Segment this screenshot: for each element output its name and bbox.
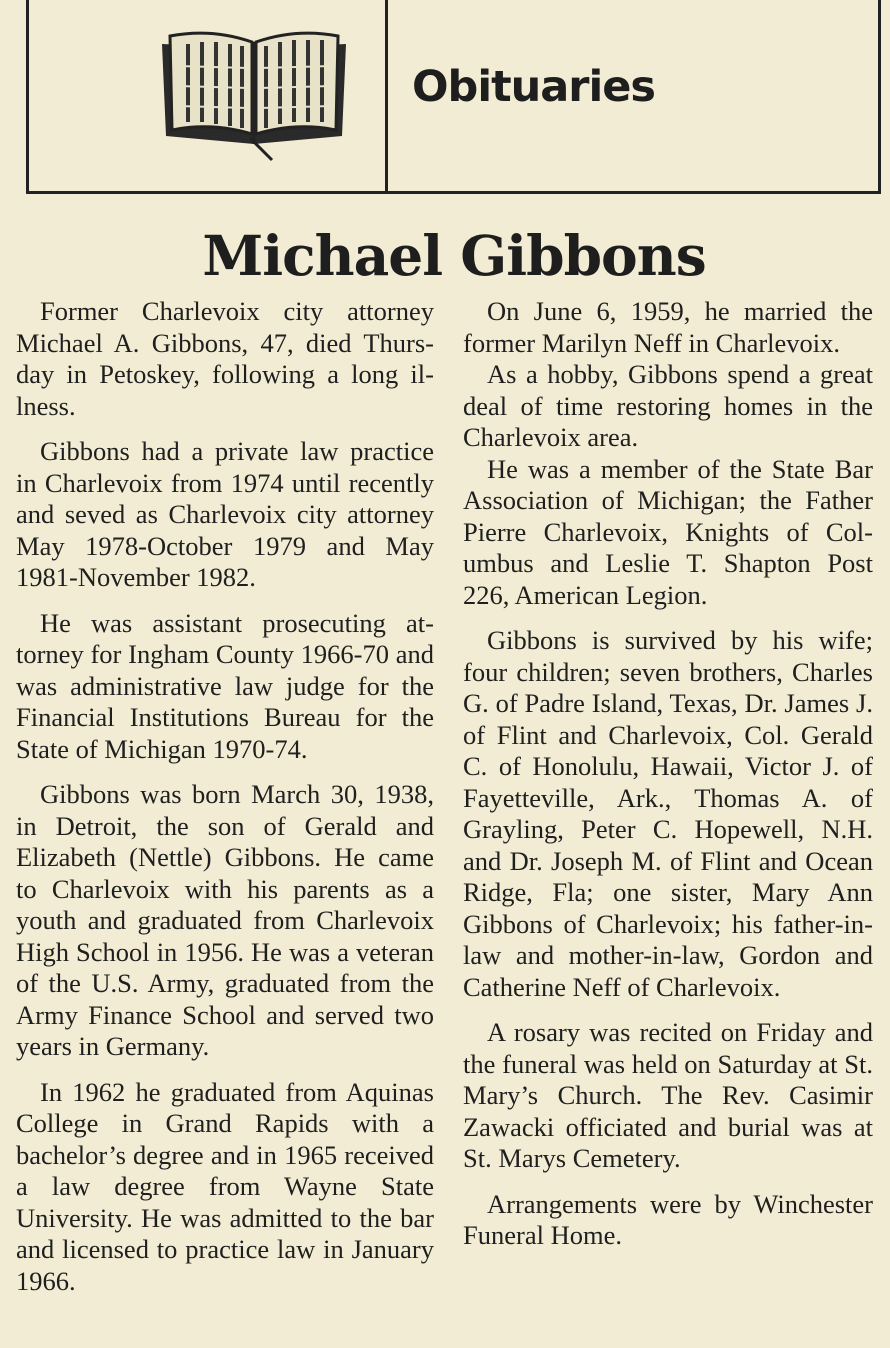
obituary-headline: Michael Gibbons: [202, 223, 706, 288]
paragraph: Arrangements were by Winchester Funeral Home.: [463, 1188, 873, 1250]
right-column: [463, 296, 873, 1266]
header-divider: [385, 0, 388, 191]
section-header-box: [26, 0, 881, 194]
paragraph: In 1962 he graduated from Aquinas College in Grand Rapids with a bachelor’s degree and in 1965 received a law degree from Wayne State University. He was admitted to the bar and licensed to practice law in January 1966.: [16, 1076, 434, 1296]
paragraph: Gibbons was born March 30, 1938, in Detroit, the son of Gerald and Elizabeth (Nettle) Gibbons. He came to Charlevoix with his parents as a youth and graduated from Charlevoix High School in 1956. He was a veteran of the U.S. Army, graduated from the Army Finance School and served two years in Germany.: [16, 779, 434, 1061]
left-column: [16, 296, 434, 1311]
paragraph: Former Charlevoix city attorney Michael A. Gibbons, 47, died Thursday in Petoskey, following a long illness.: [16, 296, 434, 421]
paragraph: He was assistant prosecuting attorney for Ingham County 1966-70 and was administrative law judge for the Financial Institutions Bureau for the State of Michigan 1970-74.: [16, 607, 434, 764]
open-book-icon: [154, 26, 354, 164]
paragraph: Gibbons is survived by his wife; four children; seven brothers, Charles G. of Padre Island, Texas, Dr. James J. of Flint and Charlevoix, Col. Gerald C. of Honolulu, Hawaii, Victor J. of Fayetteville, Ark., Thomas A. of Grayling, Peter C. Hopewell, N.H. and Dr. Joseph M. of Flint and Ocean Ridge, Fla; one sister, Mary Ann Gibbons of Charlevoix; his father-in-law and mother-in-law, Gordon and Catherine Neff of Charlevoix.: [463, 625, 873, 1002]
paragraph: As a hobby, Gibbons spend a great deal of time restoring homes in the Charlevoix area.: [463, 359, 873, 452]
paragraph: He was a member of the State Bar Association of Michigan; the Father Pierre Charlevoix, Knights of Columbus and Leslie T. Shapton Post 226, American Legion.: [463, 453, 873, 610]
section-title: Obituaries: [412, 62, 655, 112]
paragraph: Gibbons had a private law practice in Charlevoix from 1974 until recently and seved as Charlevoix city attorney May 1978-October 1979 and May 1981-November 1982.: [16, 436, 434, 592]
paragraph: A rosary was recited on Friday and the funeral was held on Saturday at St. Mary’s Church. The Rev. Casimir Zawacki officiated and burial was at St. Marys Cemetery.: [463, 1017, 873, 1173]
paragraph: On June 6, 1959, he married the former Marilyn Neff in Charlevoix.: [463, 296, 873, 358]
